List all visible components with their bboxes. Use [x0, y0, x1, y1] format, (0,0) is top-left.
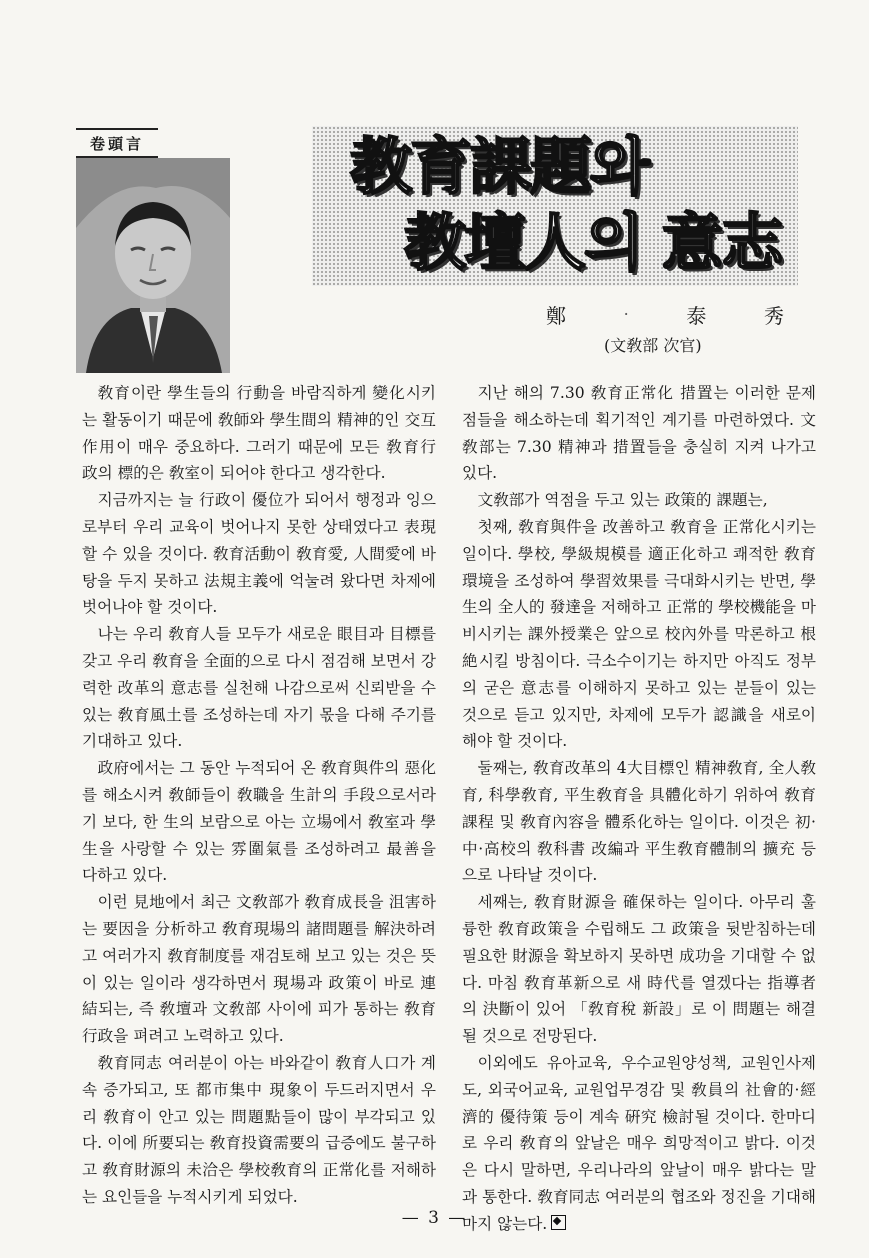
paragraph: 지난 해의 7.30 敎育正常化 措置는 이러한 문제점들을 해소하는데 획기적인 계기를 마련하였다. 文敎部는 7.30 精神과 措置들을 충실히 지켜 나가고 있다.	[462, 384, 816, 483]
author-name-char: 泰	[686, 304, 709, 328]
title-banner	[312, 126, 798, 286]
paragraph: 이런 見地에서 최근 文敎部가 敎育成長을 沮害하는 要因을 分析하고 敎育現場의 諸問題를 解決하려고 여러가지 敎育制度를 재검토해 보고 있는 것은 뜻이 있는 일이라 생각하면서 現場과 政策이 바로 連結되는, 즉 敎壇과 文敎部 사이에 피가 통하는 敎育行政을 펴려고 노력하고 있다.	[82, 893, 436, 1046]
page-number: — 3 —	[401, 1208, 468, 1228]
paragraph: 나는 우리 敎育人들 모두가 새로운 眼目과 目標를 갖고 우리 敎育을 全面的으로 다시 점검해 보면서 강력한 改革의 意志를 실천해 나감으로써 신뢰받을 수 있는 敎育風土를 조성하는데 자기 몫을 다해 주기를 기대하고 있다.	[82, 625, 436, 751]
author-name-char: 鄭	[546, 304, 568, 328]
paragraph: 세째는, 敎育財源을 確保하는 일이다. 아무리 훌륭한 敎育政策을 수립해도 그 政策을 뒷받침하는데 필요한 財源을 확보하지 못하면 成功을 기대할 수 없다. 마침 敎育革新으로 새 時代를 열겠다는 指導者의 決斷이 있어 「敎育稅 新設」로 이 問題는 해결될 것으로 전망된다.	[462, 893, 816, 1046]
title-line-2: 教壇人의 意志	[404, 206, 782, 279]
paragraph: 政府에서는 그 동안 누적되어 온 敎育與件의 惡化를 해소시켜 敎師들이 敎職을 生計의 手段으로서라기 보다, 한 生의 보람으로 아는 立場에서 敎室과 學生을 사랑할 수 있는 雰圍氣를 조성하려고 最善을 다하고 있다.	[82, 759, 436, 885]
section-label: 卷頭言	[76, 128, 158, 158]
author-portrait	[76, 158, 230, 373]
paragraph: 敎育이란 學生들의 行動을 바람직하게 變化시키는 활동이기 때문에 敎師와 學生間의 精神的인 交互作用이 매우 중요하다. 그러기 때문에 모든 敎育行政의 標的은 敎室이 되어야 한다고 생각한다.	[82, 384, 436, 483]
author-name	[546, 300, 786, 329]
body-column-right	[462, 380, 816, 1238]
paragraph: 敎育同志 여러분이 아는 바와같이 敎育人口가 계속 증가되고, 또 都市集中 現象이 두드러지면서 우리 敎育이 안고 있는 問題點들이 많이 부각되고 있다. 이에 所要되는 敎育投資需要의 급증에도 불구하고 敎育財源의 未洽은 學校敎育의 正常化를 저해하는 요인들을 누적시키게 되었다.	[82, 1053, 436, 1206]
body-column-left	[82, 380, 436, 1211]
author-separator: .	[623, 300, 631, 319]
paragraph-text: 이외에도 유아교육, 우수교원양성책, 교원인사제도, 외국어교육, 교원업무경감 및 敎員의 社會的·經濟的 優待策 등이 계속 硏究 檢討될 것이다. 한마디로 우리 敎育의 앞날은 매우 희망적이고 밝다. 이것은 다시 말하면, 우리나라의 앞날이 매우 밝다는 말과 통한다. 敎育同志 여러분의 협조와 정진을 기대해 마지 않는다.	[462, 1053, 816, 1233]
paragraph: 文敎部가 역점을 두고 있는 政策的 課題는,	[477, 491, 768, 510]
title-line-1: 教育課題와	[350, 130, 648, 203]
paragraph: 둘째는, 敎育改革의 4大目標인 精神敎育, 全人敎育, 科學敎育, 平生敎育을 具體化하기 위하여 敎育課程 및 敎育內容을 體系化하는 일이다. 이것은 初·中·高校의 敎科書 改編과 平生敎育體制의 擴充 등으로 나타날 것이다.	[462, 759, 816, 885]
portrait-image	[76, 158, 230, 373]
paragraph: 지금까지는 늘 行政이 優位가 되어서 행정과 잉으로부터 우리 교육이 벗어나지 못한 상태였다고 表現할 수 있을 것이다. 敎育活動이 敎育愛, 人間愛에 바탕을 두지 못하고 法規主義에 억눌려 왔다면 차제에 벗어나야 할 것이다.	[82, 491, 436, 617]
paragraph: 첫째, 敎育與件을 改善하고 敎育을 正常化시키는 일이다. 學校, 學級規模를 適正化하고 쾌적한 敎育環境을 조성하여 學習效果를 극대화시키는 반면, 學生의 全人的 發達을 저해하고 正常的 學校機能을 마비시키는 課外授業은 앞으로 校內外를 막론하고 根絶시킬 방침이다. 극소수이기는 하지만 아직도 정부의 굳은 意志를 이해하지 못하고 있는 분들이 있는 것으로 듣고 있지만, 차제에 모두가 認識을 새로이 해야 할 것이다.	[462, 517, 816, 751]
author-name-char: 秀	[763, 304, 786, 328]
author-position: (文敎部 次官)	[604, 336, 702, 355]
